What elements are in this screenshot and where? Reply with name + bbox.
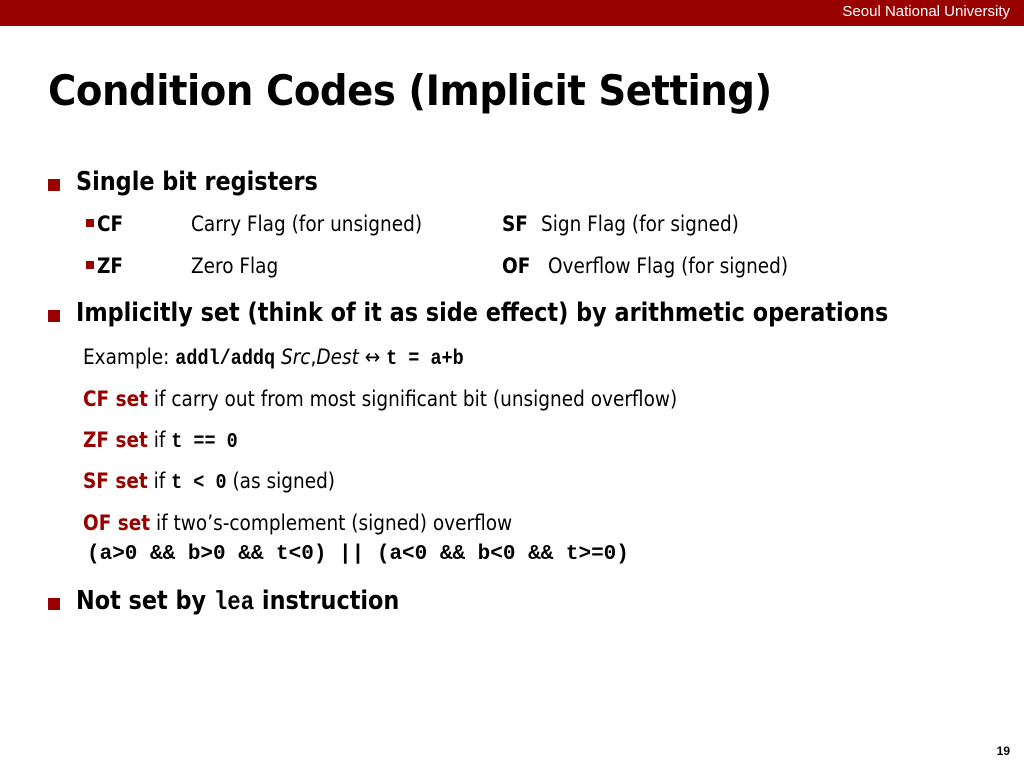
zf-set-line [83,428,238,454]
of-set-text: if two’s-complement (signed) overflow [150,511,513,535]
example-prefix: Example: [83,345,176,369]
header-bar [0,0,1024,26]
flag-code-of: OF [502,254,531,278]
sub-bullet-square-icon [86,219,94,227]
bidirectional-arrow-icon: ↔ [364,345,381,369]
bullet-square-icon [48,179,60,191]
sf-set-if: if [147,469,172,493]
bullet-lea [76,586,399,617]
bullet-square-icon [48,598,60,610]
flag-desc-sf: Sign Flag (for signed) [541,212,739,236]
sub-bullet-square-icon [86,261,94,269]
example-dest: Dest [316,345,359,369]
sf-set-expression: t < 0 [171,472,227,495]
of-set-label: OF set [83,511,151,535]
example-src: Src [280,345,311,369]
slide-title: Condition Codes (Implicit Setting) [48,66,772,115]
of-set-expression: (a>0 && b>0 && t<0) || (a<0 && b<0 && t>=0) [87,543,629,566]
flag-code-sf: SF [502,212,528,236]
flag-desc-of: Overflow Flag (for signed) [548,254,789,278]
example-comma: , [310,345,317,369]
bullet-implicit: Implicitly set (think of it as side effect) by arithmetic operations [76,298,889,328]
sf-set-line [83,469,335,495]
example-instruction: addl/addq [175,348,276,371]
university-name: Seoul National University [842,3,1010,20]
zf-set-expression: t == 0 [171,431,238,454]
flag-desc-cf: Carry Flag (for unsigned) [191,212,423,236]
flag-desc-zf: Zero Flag [191,254,279,278]
sf-set-tail: (as signed) [226,469,336,493]
bullet-square-icon [48,310,60,322]
example-line [83,345,464,371]
example-expression: t = a+b [386,348,464,371]
of-set-line [83,511,512,535]
zf-set-label: ZF set [83,428,148,452]
flag-code-cf: CF [97,212,124,236]
lea-suffix: instruction [254,586,400,616]
lea-prefix: Not set by [76,586,214,616]
lea-code: lea [213,587,255,617]
cf-set-label: CF set [83,387,148,411]
bullet-single-bit: Single bit registers [76,167,318,197]
cf-set-line [83,387,677,411]
sf-set-label: SF set [83,469,148,493]
cf-set-text: if carry out from most significant bit (unsigned overflow) [147,387,678,411]
page-number: 19 [996,744,1010,758]
zf-set-if: if [147,428,172,452]
flag-code-zf: ZF [97,254,124,278]
